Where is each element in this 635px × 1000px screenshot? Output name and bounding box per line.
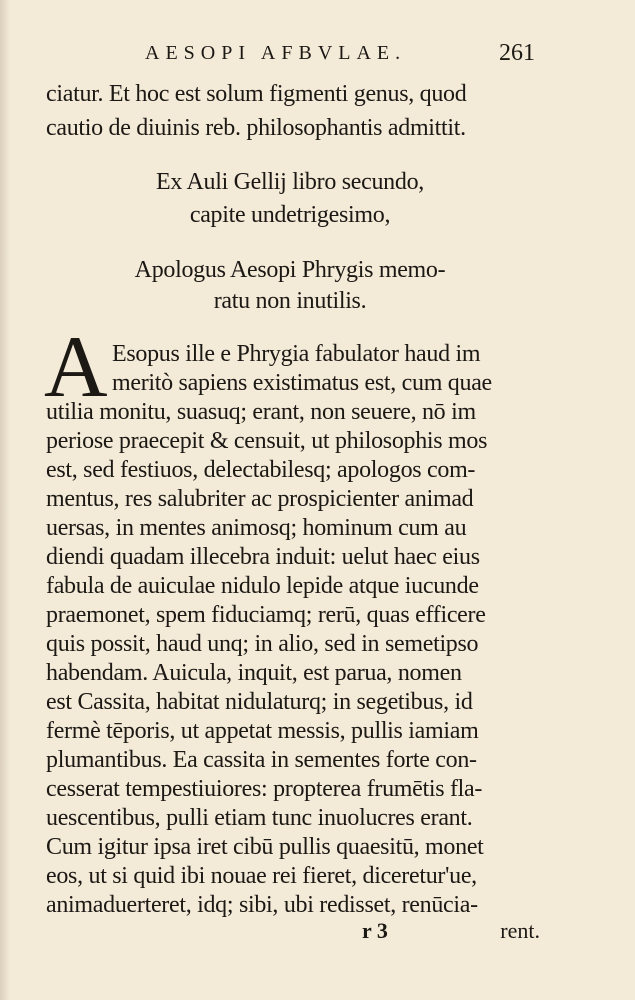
body-line: uescentibus, pulli etiam tunc inuolucres erant.	[46, 805, 473, 831]
body-line: praemonet, spem fiduciamq; rerū, quas efficere	[46, 602, 486, 628]
body-line: est, sed festiuos, delectabilesq; apologos com-	[46, 457, 476, 483]
body-line: eos, ut si quid ibi nouae rei fieret, diceretur'ue,	[46, 863, 477, 889]
body-line: fermè tēporis, ut appetat messis, pullis iamiam	[46, 718, 479, 744]
body-line: est Cassita, habitat nidulaturq; in segetibus, id	[46, 689, 473, 715]
text-line: ciatur. Et hoc est solum figmenti genus, quod	[46, 81, 467, 107]
drop-cap-initial: A	[44, 319, 108, 416]
page-header	[105, 40, 535, 70]
body-line: diendi quadam illecebra induit: uelut haec eius	[46, 544, 480, 570]
body-line: plumantibus. Ea cassita in sementes forte con-	[46, 747, 477, 773]
text-line: cautio de diuinis reb. philosophantis admittit.	[46, 115, 466, 141]
signature-mark: r 3	[362, 918, 388, 943]
body-line: habendam. Auicula, inquit, est parua, nomen	[46, 660, 462, 686]
body-line: fabula de auiculae nidulo lepide atque iucunde	[46, 573, 479, 599]
fable-title-line: ratu non inutilis.	[213, 288, 367, 314]
page-number: 261	[499, 40, 535, 66]
catchword: rent.	[500, 918, 540, 943]
fable-title-line: Apologus Aesopi Phrygis memo-	[134, 257, 446, 283]
body-line: periose praecepit & censuit, ut philosophis mos	[46, 428, 488, 454]
body-line: Cum igitur ipsa iret cibū pullis quaesitū, monet	[46, 834, 484, 860]
page-gutter-shadow	[0, 0, 10, 1000]
body-line: Esopus ille e Phrygia fabulator haud im	[112, 341, 481, 367]
section-heading-line: Ex Auli Gellij libro secundo,	[156, 169, 424, 195]
body-line: animaduerteret, idq; sibi, ubi redisset, renūcia-	[46, 892, 478, 918]
body-line: mentus, res salubriter ac prospicienter animad	[46, 486, 474, 512]
body-line: meritò sapiens existimatus est, cum quae	[112, 370, 492, 396]
body-line: quis possit, haud unq; in alio, sed in semetipso	[46, 631, 479, 657]
running-title: AESOPI AFBVLAE.	[145, 42, 407, 64]
page-footer	[350, 918, 540, 952]
section-heading-line: capite undetrigesimo,	[189, 202, 391, 228]
body-line: cesserat tempestiuiores: propterea frumētis fla-	[46, 776, 483, 802]
body-line: utilia monitu, suasuq; erant, non seuere, nō im	[46, 399, 476, 425]
body-line: uersas, in mentes animosq; hominum cum au	[46, 515, 467, 541]
